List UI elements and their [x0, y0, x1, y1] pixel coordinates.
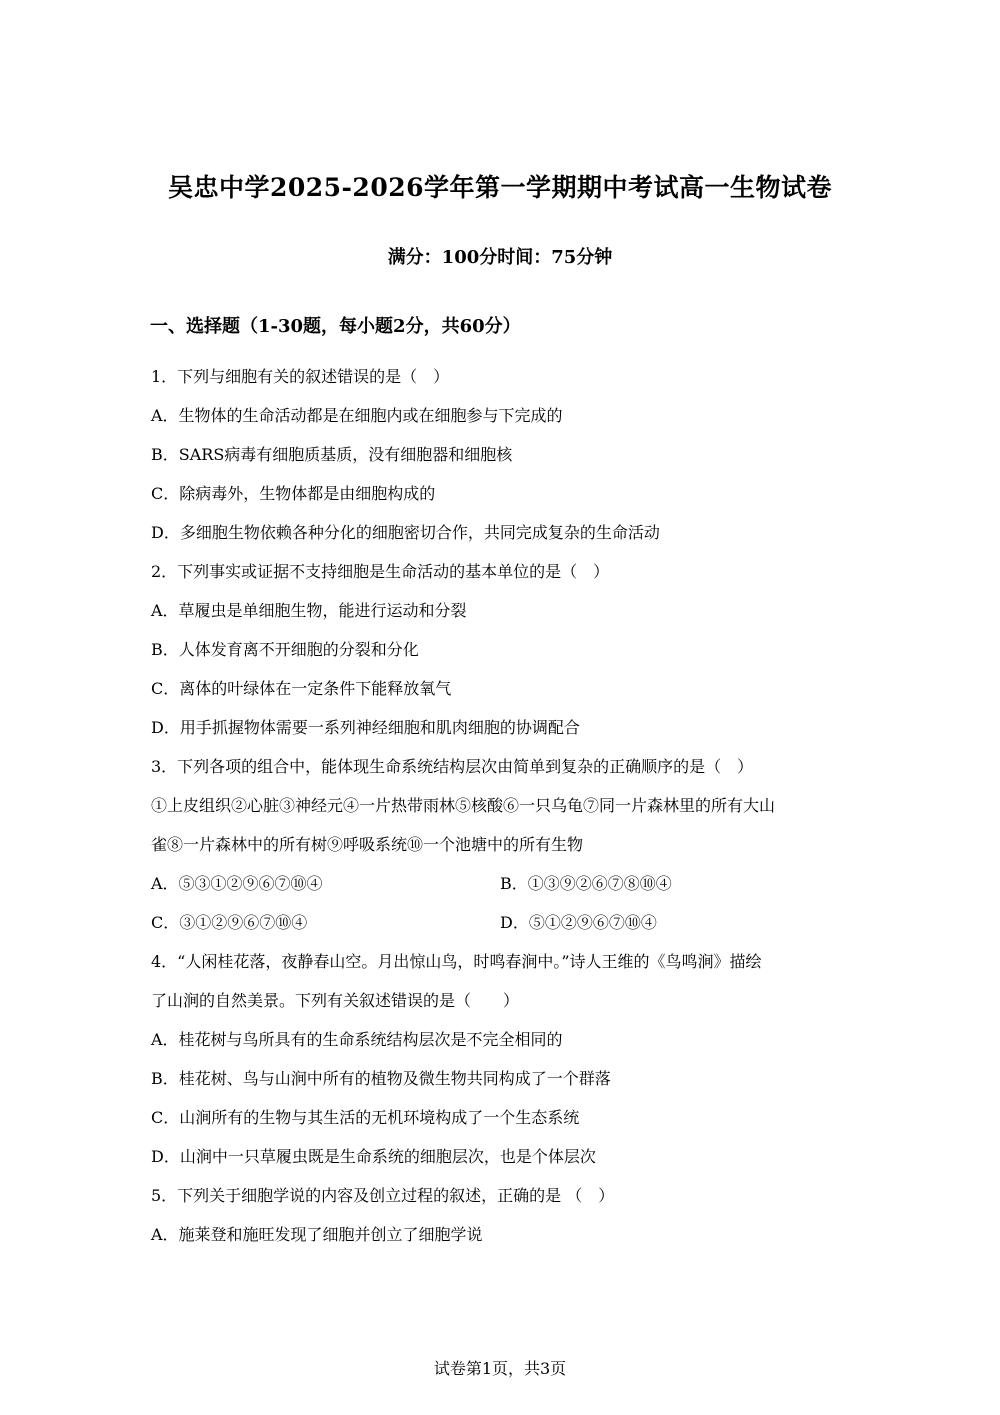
question-1-stem: 1．下列与细胞有关的叙述错误的是（ ） [151, 367, 450, 386]
question-3-stem-line-2: ①上皮组织②心脏③神经元④一片热带雨林⑤核酸⑥一只乌龟⑦同一片森林里的所有大山 [151, 796, 776, 815]
question-2-option-b: B．人体发育离不开细胞的分裂和分化 [151, 640, 419, 659]
question-4-stem: 4．“人闲桂花落，夜静春山空。月出惊山鸟，时鸣春涧中。”诗人王维的《鸟鸣涧》描绘 [151, 952, 762, 971]
question-4-option-d: D．山涧中一只草履虫既是生命系统的细胞层次，也是个体层次 [151, 1147, 596, 1166]
question-2-stem: 2．下列事实或证据不支持细胞是生命活动的基本单位的是（ ） [151, 562, 610, 581]
question-5-option-a: A．施莱登和施旺发现了细胞并创立了细胞学说 [151, 1225, 483, 1244]
question-3-option-d: D．⑤①②⑨⑥⑦⑩④ [500, 913, 657, 932]
question-3-stem-line-3: 雀⑧一片森林中的所有树⑨呼吸系统⑩一个池塘中的所有生物 [151, 835, 584, 854]
question-4-option-a: A．桂花树与鸟所具有的生命系统结构层次是不完全相同的 [151, 1030, 563, 1049]
exam-subtitle: 满分：100分时间：75分钟 [387, 247, 613, 268]
question-4-option-b: B．桂花树、鸟与山涧中所有的植物及微生物共同构成了一个群落 [151, 1069, 611, 1088]
question-2-option-d: D．用手抓握物体需要一系列神经细胞和肌肉细胞的协调配合 [151, 718, 580, 737]
question-2-option-a: A．草履虫是单细胞生物，能进行运动和分裂 [151, 601, 467, 620]
question-3-option-a: A．⑤③①②⑨⑥⑦⑩④ [151, 874, 323, 893]
question-1-option-d: D．多细胞生物依赖各种分化的细胞密切合作，共同完成复杂的生命活动 [151, 523, 660, 542]
exam-title: 吴忠中学2025-2026学年第一学期期中考试高一生物试卷 [167, 173, 833, 202]
page-footer: 试卷第1页，共3页 [433, 1359, 567, 1378]
question-1-option-a: A．生物体的生命活动都是在细胞内或在细胞参与下完成的 [151, 406, 563, 425]
question-3-option-c: C．③①②⑨⑥⑦⑩④ [151, 913, 308, 932]
question-5-stem: 5．下列关于细胞学说的内容及创立过程的叙述，正确的是 （ ） [151, 1186, 615, 1205]
question-3-stem: 3．下列各项的组合中，能体现生命系统结构层次由简单到复杂的正确顺序的是（ ） [151, 757, 754, 776]
question-2-option-c: C．离体的叶绿体在一定条件下能释放氧气 [151, 679, 452, 698]
question-3-option-b: B．①③⑨②⑥⑦⑧⑩④ [500, 874, 672, 893]
question-1-option-b: B．SARS病毒有细胞质基质，没有细胞器和细胞核 [151, 445, 513, 464]
section-heading: 一、选择题（1-30题，每小题2分，共60分） [150, 316, 521, 337]
question-4-stem-line-2: 了山涧的自然美景。下列有关叙述错误的是（ ） [151, 991, 520, 1010]
question-1-option-c: C．除病毒外，生物体都是由细胞构成的 [151, 484, 436, 503]
question-4-option-c: C．山涧所有的生物与其生活的无机环境构成了一个生态系统 [151, 1108, 580, 1127]
